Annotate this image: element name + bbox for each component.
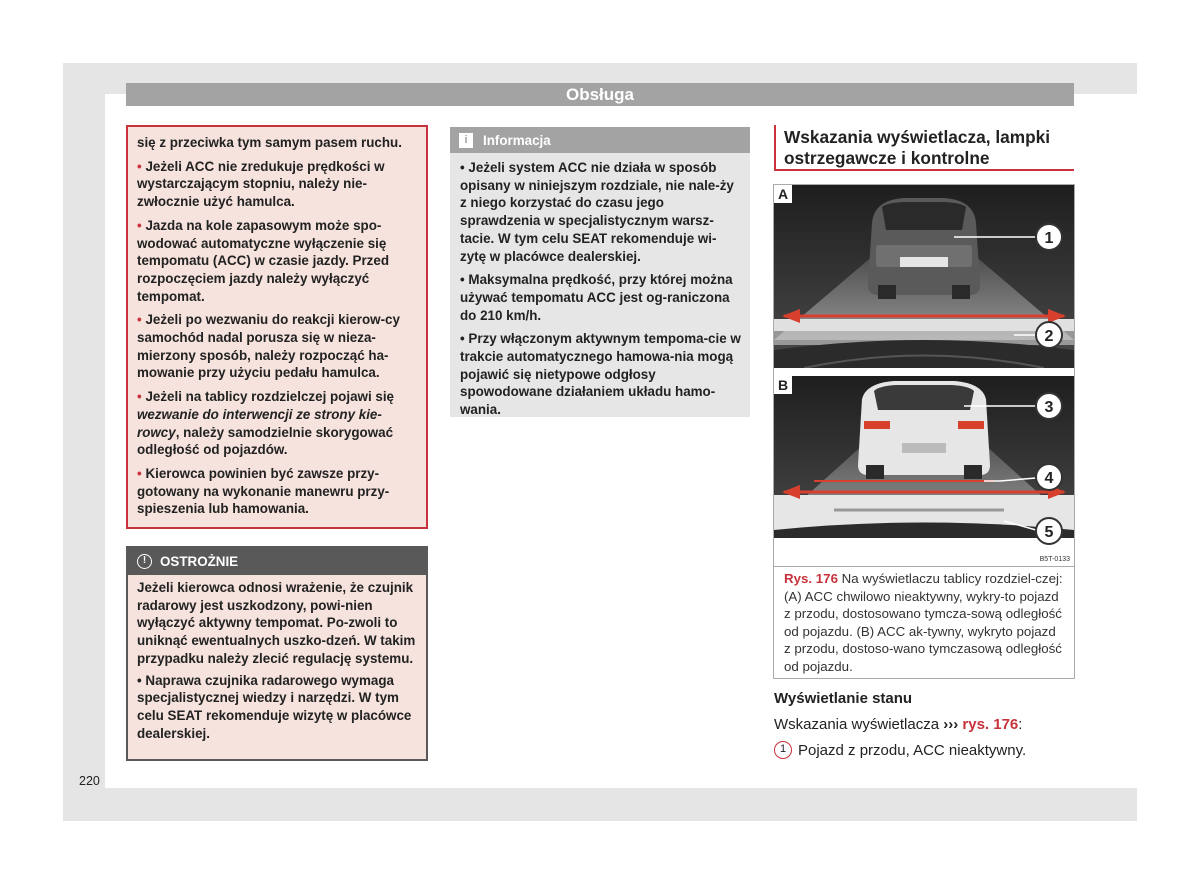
info-body: [450, 153, 750, 419]
caution-header: [128, 548, 426, 575]
info-box: [450, 127, 750, 417]
info-title: Informacja: [483, 132, 551, 148]
arrow-icon: ›››: [943, 716, 959, 733]
panel-b: [774, 376, 1074, 544]
info-bullet: • Maksymalna prędkość, przy której można używać tempomatu ACC jest og-raniczona do 210 km/h.: [460, 272, 733, 323]
callout-2: 2: [1044, 328, 1054, 345]
warning-box: [126, 125, 428, 529]
figure: [773, 184, 1075, 567]
panel-a-label: A: [778, 186, 789, 202]
page-number: 220: [79, 774, 100, 788]
panel-b-label: B: [778, 377, 789, 393]
caption-text: Na wyświetlaczu tablicy rozdziel-czej: (A) ACC chwilowo nieaktywny, wykry-to pojazd z przodu, dostosowano tymcza-sową odległość od pojazdu. (B) ACC ak-tywny, wykryto pojazd z przodu, dostoso-wano tymczasową odległość od pojazdu.: [784, 571, 1063, 674]
dashboard-illustration: [774, 185, 1074, 566]
warning-bullet: • Jeżeli ACC nie zredukuje prędkości w wystarczającym stopniu, należy nie-zwłocznie użyć hamulca.: [137, 158, 385, 210]
callout-4: 4: [1044, 470, 1054, 487]
figure-code: B5T-0133: [1039, 556, 1070, 563]
caution-box: [126, 546, 428, 761]
warning-bullet: • Jeżeli na tablicy rozdzielczej pojawi się wezwanie do interwencji ze strony kie-rowcy, należy samodzielnie skorygować odległość od pojazdów.: [137, 389, 395, 458]
warning-intro: się z przeciwka tym samym pasem ruchu.: [137, 135, 402, 150]
section-header: Obsługa: [126, 83, 1074, 106]
caution-bullet: • Naprawa czujnika radarowego wymaga specjalistycznej wiedzy i narzędzi. W tym celu SEAT rekomenduje wizytę w placówce dealerskiej.: [137, 672, 412, 741]
item-text: Pojazd z przodu, ACC nieaktywny.: [798, 741, 1027, 759]
exclamation-icon: !: [137, 554, 152, 569]
status-item: [774, 741, 1026, 759]
status-intro: Wskazania wyświetlacza ››› rys. 176:: [774, 716, 1023, 733]
warning-bullet: • Kierowca powinien być zawsze przy-gotowany na wykonanie manewru przy-spieszenia lub hamowania.: [137, 465, 390, 517]
warning-bullet: • Jazda na kole zapasowym może spo-wodować automatyczne wyłączenie się tempomatu (ACC) w czasie jazdy. Przed rozpoczęciem jazdy należy wyłączyć tempomat.: [137, 217, 389, 304]
callout-3: 3: [1044, 399, 1054, 416]
warning-bullet: • Jeżeli po wezwaniu do reakcji kierow-cy samochód nadal porusza się w nieza-mierzony sposób, należy rozpocząć ha-mowanie przy użyciu pedału hamulca.: [137, 312, 400, 381]
caution-body: [128, 575, 426, 742]
caution-paragraph: Jeżeli kierowca odnosi wrażenie, że czujnik radarowy jest uszkodzony, powi-nien wyłączyć aktywny tempomat. Po-zwoli to uniknąć ewentualnych uszko-dzeń. W takim przypadku należy zlecić regulację systemu.: [137, 580, 416, 666]
info-bullet: • Przy włączonym aktywnym tempoma-cie w trakcie automatycznego hamowa-nia mogą pojawić się nietypowe odgłosy spowodowane działaniem układu hamo-wania.: [460, 331, 741, 418]
caption-ref: Rys. 176: [784, 571, 838, 586]
info-bullet: • Jeżeli system ACC nie działa w sposób opisany w niniejszym rozdziale, nie nale-ży z niego korzystać do czasu jego sprawdzenia w specjalistycznym warsz-tacie. W tym celu SEAT rekomenduje wi-zytę w placówce dealerskiej.: [460, 160, 734, 264]
panel-a: [774, 185, 1074, 368]
callout-1: 1: [1044, 230, 1054, 247]
item-number: 1: [774, 741, 792, 759]
caution-title: OSTROŻNIE: [160, 554, 239, 569]
info-header: [450, 127, 750, 153]
callout-5: 5: [1044, 524, 1054, 541]
figure-caption: [773, 567, 1075, 679]
figure-link[interactable]: rys. 176: [958, 716, 1019, 733]
status-heading: Wyświetlanie stanu: [774, 690, 913, 707]
info-icon: i: [459, 133, 473, 148]
section-title: Wskazania wyświetlacza, lampki ostrzegawcze i kontrolne: [774, 125, 1074, 171]
